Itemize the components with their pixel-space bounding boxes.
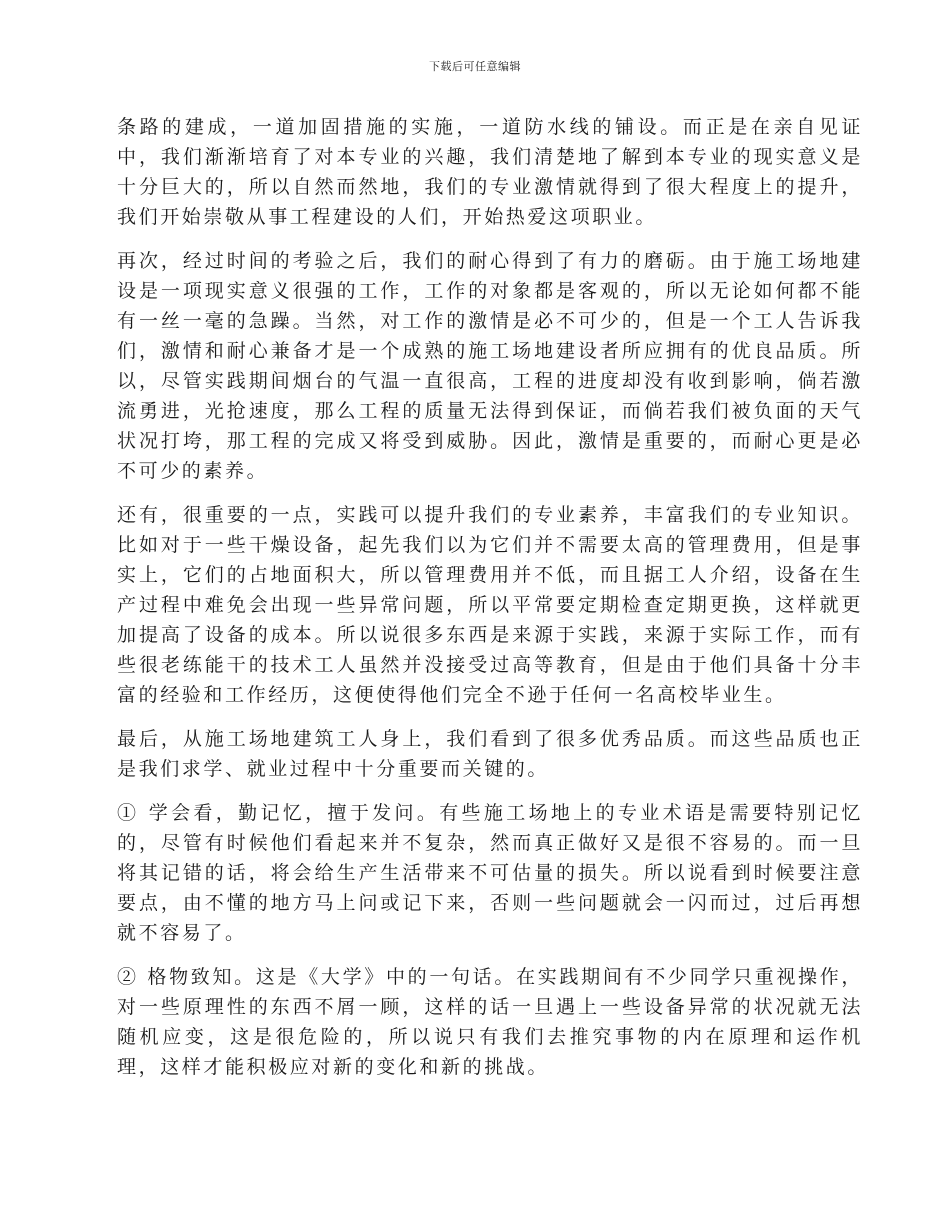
page-header: 下载后可任意编辑 [429, 60, 521, 73]
paragraph-3: 还有，很重要的一点，实践可以提升我们的专业素养，丰富我们的专业知识。比如对于一些干燥设备，起先我们以为它们并不需要太高的管理费用，但是事实上，它们的占地面积大，所以管理费用并不低，而且据工人介绍，设备在生产过程中难免会出现一些异常问题，所以平常要定期检查定期更换，这样就更加提高了设备的成本。所以说很多东西是来源于实践，来源于实际工作，而有些很老练能干的技术工人虽然并没接受过高等教育，但是由于他们具备十分丰富的经验和工作经历，这便使得他们完全不逊于任何一名高校毕业生。 [117, 504, 863, 706]
paragraph-6: ② 格物致知。这是《大学》中的一句话。在实践期间有不少同学只重视操作，对一些原理性的东西不屑一顾，这样的话一旦遇上一些设备异常的状况就无法随机应变，这是很危险的，所以说只有我们去推究事物的内在原理和运作机理，这样才能积极应对新的变化和新的挑战。 [117, 966, 863, 1078]
paragraph-1: 条路的建成，一道加固措施的实施，一道防水线的铺设。而正是在亲自见证中，我们渐渐培育了对本专业的兴趣，我们清楚地了解到本专业的现实意义是十分巨大的，所以自然而然地，我们的专业激情就得到了很大程度上的提升，我们开始崇敬从事工程建设的人们，开始热爱这项职业。 [117, 116, 863, 228]
paragraph-5: ① 学会看，勤记忆，擅于发问。有些施工场地上的专业术语是需要特别记忆的，尽管有时候他们看起来并不复杂，然而真正做好又是很不容易的。而一旦将其记错的话，将会给生产生活带来不可估量的损失。所以说看到时候要注意要点，由不懂的地方马上问或记下来，否则一些问题就会一闪而过，过后再想就不容易了。 [117, 802, 863, 944]
paragraph-4: 最后，从施工场地建筑工人身上，我们看到了很多优秀品质。而这些品质也正是我们求学、就业过程中十分重要而关键的。 [117, 728, 863, 780]
paragraph-2: 再次，经过时间的考验之后，我们的耐心得到了有力的磨砺。由于施工场地建设是一项现实意义很强的工作，工作的对象都是客观的，所以无论如何都不能有一丝一毫的急躁。当然，对工作的激情是必不可少的，但是一个工人告诉我们，激情和耐心兼备才是一个成熟的施工场地建设者所应拥有的优良品质。所以，尽管实践期间烟台的气温一直很高，工程的进度却没有收到影响，倘若激流勇进，光抢速度，那么工程的质量无法得到保证，而倘若我们被负面的天气状况打垮，那工程的完成又将受到威胁。因此，激情是重要的，而耐心更是必不可少的素养。 [117, 250, 863, 482]
document-body [117, 112, 863, 1096]
